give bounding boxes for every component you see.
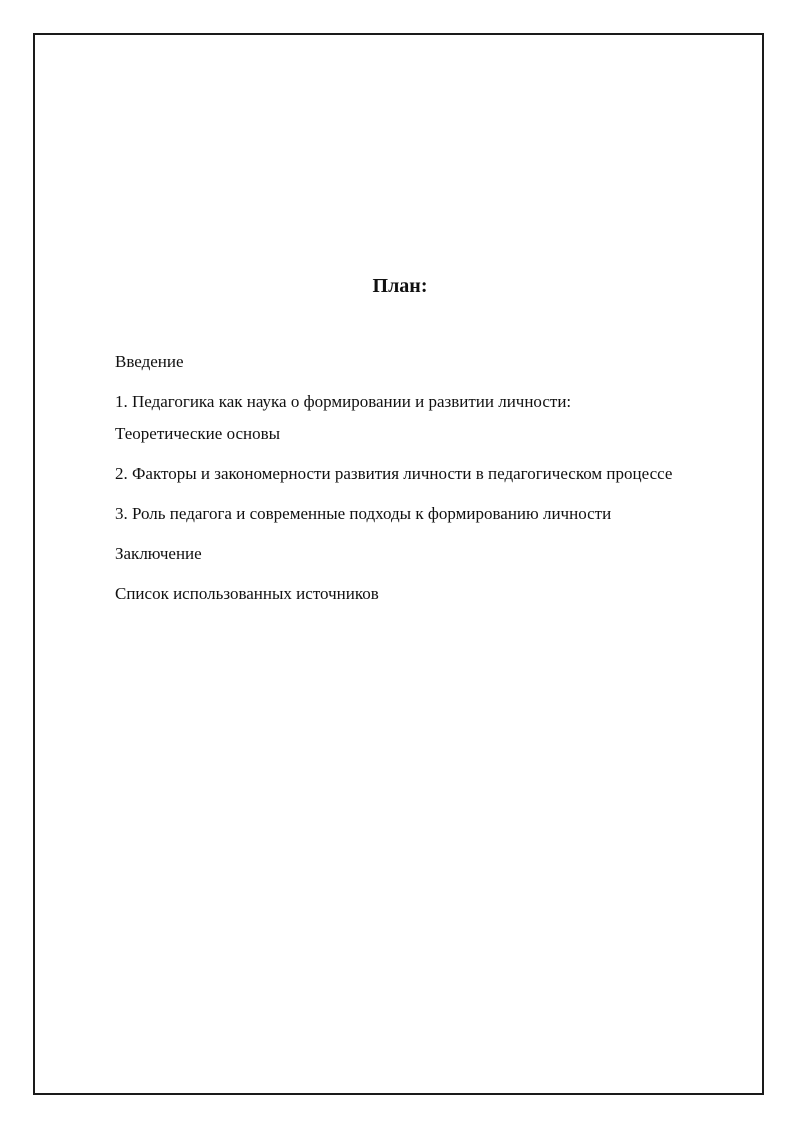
page-title: План: [372, 275, 428, 297]
toc-item-conclusion [115, 542, 755, 566]
toc-item-introduction [115, 350, 755, 374]
toc-item-label: 2. Факторы и закономерности развития личности в педагогическом процессе [115, 464, 673, 483]
toc-item-chapter-3 [115, 502, 755, 526]
toc-item-label: 3. Роль педагога и современные подходы к формированию личности [115, 504, 612, 523]
toc-item-label: Заключение [115, 544, 202, 563]
toc-item-label: 1. Педагогика как наука о формировании и развитии личности: [115, 392, 572, 411]
toc-item-chapter-1 [115, 390, 755, 446]
table-of-contents [115, 350, 755, 622]
toc-item-label: Введение [115, 352, 184, 371]
toc-item-label-continued: Теоретические основы [115, 424, 281, 443]
toc-item-chapter-2 [115, 462, 755, 486]
toc-item-references [115, 582, 755, 606]
toc-item-label: Список использованных источников [115, 584, 379, 603]
